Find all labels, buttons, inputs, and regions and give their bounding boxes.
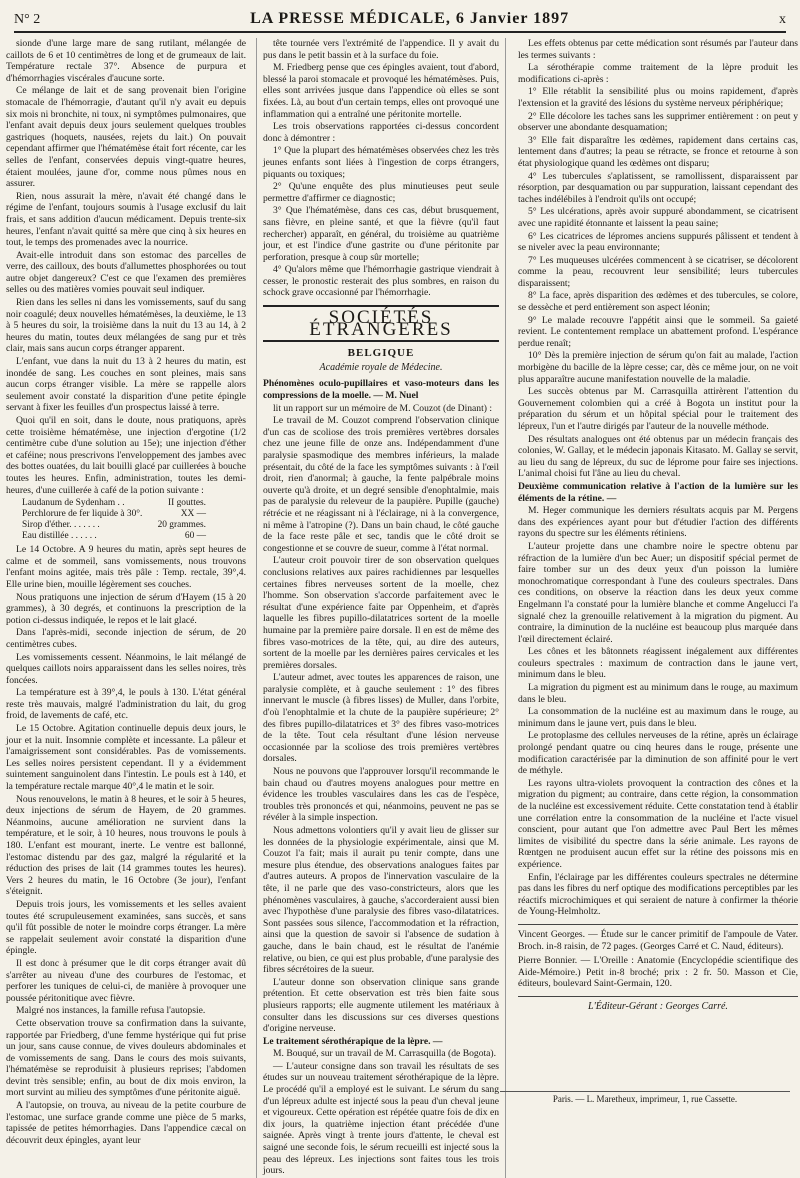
paragraph: Les vomissements cessent. Néanmoins, le lait mélangé de quelques caillots noirs apparaissent dans les selles noires, très foncées. [6,651,246,686]
paragraph: Nous pratiquons une injection de sérum d'Hayem (15 à 20 grammes), à 30 degrés, et continuons la prescription de la potion ci-dessus indiquée, le repos et le lait glacé. [6,591,246,626]
column-1 [6,38,246,1178]
dose: 60 — [184,531,206,542]
column-3 [516,38,798,1178]
dose: II gouttes. [167,498,206,509]
divider [518,924,798,925]
page-number: x [778,12,786,27]
paragraph: Depuis trois jours, les vomissements et les selles avaient toutes été scrupuleusement examinées, sans succès, et sans qu'il fût possible de noter le moindre corps étranger. La mère se rappelait seulement avoir constaté la disparition d'une épingle. [6,898,246,957]
paragraph: L'enfant, vue dans la nuit du 13 à 2 heures du matin, est inondée de sang. Les couches en sont pleines, mais sans aucun corps étranger visible. La mère se rappelle alors seulement avoir constaté la disparition d'une petite épingle servant à fixer les feuilles d'un prospectus laissé à terre. [6,356,246,414]
paragraph: Les trois observations rapportées ci-dessus concordent donc à démontrer : [263,121,499,144]
paragraph: 5° Les ulcérations, après avoir suppuré abondamment, se cicatrisent avec une rapidité étonnante et laissent la peau saine; [518,206,798,229]
paragraph: 1° Que la plupart des hématémèses observées chez les très jeunes enfants sont liées à l'ingestion de corps étrangers, piquants ou toxiques; [263,145,499,180]
paragraph: 2° Elle décolore les taches sans les supprimer entièrement : on peut y observer une abondante desquamation; [518,110,798,134]
paragraph: 4° Les tubercules s'aplatissent, se ramollissent, disparaissent par résorption, par desquamation ou par suppuration, laissant cependant des taches indélébiles à l'endroit qu'ils ont occupé; [518,170,798,205]
paragraph: M. Bouqué, sur un travail de M. Carrasquilla (de Bogota). [273,1048,497,1060]
paragraph: L'auteur projette dans une chambre noire le spectre obtenu par réfraction de la lumière d'un bec Auer; un dispositif spécial permet de faire tomber sur un des deux yeux d'un poisson la lumière monochromatique correspondant à l'une des couleurs spectrales. Dans ces conditions, on observe la réaction dans les deux yeux comme Engelmann l'a constaté pour la lumière blanche et comme Angelucci l'a signalé chez la grenouille relativement à la migration du pigment. Au contraire, la diminution de la nucléine est beaucoup plus marquée dans l'œil directement éclairé. [518,540,798,645]
book-notices [518,929,798,990]
paragraph: Le 14 Octobre. A 9 heures du matin, après sept heures de calme et de sommeil, sans vomissements, nous trouvons l'enfant moins agitée, mais très pâle : Temp. rectale, 39°,4. Elle urine bien, mouille légèrement ses couches. [6,544,246,590]
ingredient: Laudanum de Sydenham . . [22,498,125,509]
paragraph: Vincent Georges. — Étude sur le cancer primitif de l'ampoule de Vater. Broch. in-8 raisin, de 72 pages. (Georges Carré et C. Naud, éditeurs). [518,928,798,952]
paragraph: Rien dans les selles ni dans les vomissements, sauf du sang noir coagulé; deux nouvelles hématémèses, la deuxième, le 13 à 5 heures du soir, la troisième dans la nuit du 13 au 14, à 2 heures du matin, toutes deux mélangées de sang pur et très clair, mais sans aucun corps étranger apparent. [6,297,246,355]
paragraph: M. Friedberg pense que ces épingles avaient, tout d'abord, blessé la paroi stomacale et provoqué les hématémèses. Puis, elles sont arrivées jusque dans l'appendice où elles se sont fixées. Là, au bout d'un certain temps, elles ont provoqué une inflammation qui a entraîné une péritonite mortelle. [263,62,499,120]
paragraph: La sérothérapie comme traitement de la lèpre produit les modifications ci-après : [518,62,798,85]
paragraph: Le travail de M. Couzot comprend l'observation clinique d'un cas de scoliose des trois premières vertèbres dorsales chez une jeune fille de onze ans. Indépendamment d'une paralysie spasmodique des membres inférieurs, la malade présentait, du côté de la face les symptômes suivants : à l'œil droit, rien d'anormal; à gauche, la fente palpébrale moins ouverte qu'à droite, et un degré sensible d'enophtalmie, mais pas de paralysie du releveur de la paupière. Pupille (gauche) rétrécie et ne réagissant ni à l'éclairage, ni à la convergence, ni même à l'atropine (?). Dans un bain chaud, le côté gauche de la face reste pâle et sec, tandis que le côté droit se congestionne et se couvre de sueur, comme à l'état normal. [263,415,499,554]
paragraph: L'auteur croit pouvoir tirer de son observation quelques conclusions relatives aux paires rachidiennes par lesquelles certaines fibres nerveuses sortent de la moelle, chez l'homme. Son observation s'accorde parfaitement avec le résultat d'une expérience faite par Oppenheim, et d'après laquelle les fibres pupillo-dilatatrices sortent de la moelle humaine par la première paire dorsale. Il en est de même des fibres vaso-motrices de la tête, qui, au dire des auteurs, sortent de la moelle par les dernières paires cervicales et les premières dorsales. [263,555,499,671]
paragraph: Les rayons ultra-violets provoquent la contraction des cônes et la migration du pigment; au contraire, dans cette région, la consommation de la nucléine est excessivement réduite. Cette constatation tend à établir une corrélation entre la consommation de la nucléine et l'acte visuel conscient, pour autant que l'on admettre avec Paul Bert les mêmes limites de visibilité du spectre dans la série animale. Les rayons de Rœntgen ne produisent aucun effet sur la rétine des poissons mis en expérience. [518,777,798,870]
paragraph: Cette observation trouve sa confirmation dans la suivante, rapportée par Friedberg, d'une femme hystérique qui fut prise un jour, sans cause connue, de vives douleurs abdominales et de vomissements de sang. Dans le cours des mois suivants, l'hématémèse se reproduisit à plusieurs reprises; l'abdomen devint très sensible; enfin, au bout de dix mois environ, la mort survint au milieu des symptômes d'une péritonite aiguë. [6,1017,246,1099]
column-2 [256,38,506,1178]
paragraph: Ce mélange de lait et de sang provenait bien l'origine stomacale de l'hémorragie, d'autant qu'il n'y avait eu depuis six mois ni bronchite, ni toux, ni symptômes pulmonaires, que l'enfant avait depuis deux jours seulement quelques troubles gastriques (hoquets, nausées, rejets du lait.) On pouvait cependant affirmer que l'hématémèse était fort récente, car les selles de l'enfant, conservées depuis vingt-quatre heures, étaient moulées, jaune d'or, comme nous pûmes nous en assurer. [6,85,246,190]
paragraph: L'auteur admet, avec toutes les apparences de raison, une paralysie complète, et à gauche seulement : 1° des fibres innervant le muscle (à fibres lisses) de Muller, dans l'orbite, d'où l'enophtalmie et la chute de la paupière supérieure; 2° des fibres pupillo-dilatatrices et 3° des fibres vaso-motrices de la tête. Tout cela résultant d'une lésion nerveuse occasionnée par la scoliose des trois premières vertèbres dorsales. [263,672,499,765]
issue-number: N° 2 [14,12,41,27]
paragraph: Pierre Bonnier. — L'Oreille : Anatomie (Encyclopédie scientifique des Aide-Mémoire.) Petit in-8 broché; prix : 2 fr. 50. Masson et Cie, éditeurs, boulevard Saint-Germain, 120. [518,955,798,990]
paragraph: 3° Elle fait disparaître les œdèmes, rapidement dans certains cas, lentement dans d'autres; la peau se rétracte, se fronce et retourne à son état physiologique quand les œdèmes ont disparu; [518,134,798,169]
article-title: Deuxième communication relative à l'action de la lumière sur les éléments de la rétine. — [518,480,798,504]
paragraph: Quoi qu'il en soit, dans le doute, nous pratiquons, après cette troisième hématémèse, une injection d'ergotine (1/2 centimètre cube d'une solution au 15e); une injection d'éther et caféine; nous prescrivons l'enveloppement des jambes avec des bottes ouatées, du lait bouilli glacé par cuillerées à bouche toutes les heures. Enfin, administration, toutes les demi-heures, d'une cuillerée à café de la potion suivante : [6,415,246,496]
journal-title: LA PRESSE MÉDICALE, 6 Janvier 1897 [250,10,570,27]
ingredient: Eau distillée . . . . . . [22,531,97,542]
paragraph: sionde d'une large mare de sang rutilant, mélangée de caillots de 6 et 10 centimètres de long et de grumeaux de lait. Température rectale 37°. Absence de purpura et d'hémorrhagies viscérales d'aucune sorte. [6,38,246,84]
paragraph: Des résultats analogues ont été obtenus par un médecin français des colonies, W. Gallay, et le médecin japonais Kitasato. M. Gallay se servit, au lieu du sang de lépreux, du suc de léprome pour faire ses injections. L'animal choisi fut l'âne au lieu du cheval. [518,433,798,480]
paragraph: La consommation de la nucléine est au maximum dans le rouge, au minimum dans le jaune vert, puis dans le bleu. [518,706,798,729]
paragraph: Le 15 Octobre. Agitation continuelle depuis deux jours, le jour et la nuit. Insomnie complète et incessante. La pâleur et l'amaigrissement sont considérables. Pas de vomissements. Les selles noires persistent cependant. Il y a évidemment suintement sanguinolent dans l'intestin. Le pouls est à 140, et la température rectale marque 40°,4 le matin et le soir. [6,723,246,793]
paragraph: La migration du pigment est au minimum dans le rouge, au maximum dans le bleu. [518,682,798,705]
paragraph: Dans l'après-midi, seconde injection de sérum, de 20 centimètres cubes. [6,627,246,650]
paragraph: M. Heger communique les derniers résultats acquis par M. Pergens dans des expériences ayant pour but d'étudier l'action des différents rayons du spectre sur les éléments rétiniens. [518,505,798,540]
divider [518,996,798,997]
article-title: Phénomènes oculo-pupillaires et vaso-moteurs dans les compressions de la moelle. — M. Nuel [263,378,499,402]
paragraph: Nous renouvelons, le matin à 8 heures, et le soir à 5 heures, deux injections de sérum de Hayem, de 20 grammes. Néanmoins, aucune amélioration ne survient dans la température, et le soir, à 10 heures, nous trouvons le pouls à 180. L'enfant est mourant, inerte. Le ventre est ballonné, l'estomac distendu par des gaz, malgré la régularité et la réduction des prises de lait (14 grammes toutes les heures). Vers 2 heures du matin, le 16 Octobre (3e jour), l'enfant s'éteignit. [6,793,246,898]
paragraph: La température est à 39°,4, le pouls à 130. L'état général reste très mauvais, malgré l'administration du lait, du grog froid, de lavements de café, etc. [6,687,246,722]
paragraph: — L'auteur consigne dans son travail les résultats de ses études sur un nouveau traitement sérothérapique de la lèpre. Le procédé qu'il a employé est le suivant. Le sérum du sang d'un lépreux adulte est injecté sous la peau d'un cheval jeune et vigoureux. Cette opération est répétée quatre fois de dix en dix jours, la quatrième injection étant précédée d'une saignée. Après vingt à trente jours d'attente, le cheval est saigné une seconde fois, le sérum recueilli est injecté sous la peau des lépreux. Les injections sont faites tous les trois jours. [263,1060,499,1177]
paragraph: 6° Les cicatrices de lépromes anciens suppurés pâlissent et tendent à se niveler avec la peau environnante; [518,230,798,254]
paragraph: 3° Que l'hématémèse, dans ces cas, début brusquement, sans fièvre, en pleine santé, et que la fièvre (qu'il faut rechercher) apparaît, en général, du troisième au quatrième jour, et est l'indice d'une gastrite ou d'une péritonite par perforation, presque à coup sûr mortelle; [263,205,499,263]
paragraph: Les effets obtenus par cette médication sont résumés par l'auteur dans les termes suivants : [518,38,798,61]
paragraph: 7° Les muqueuses ulcérées commencent à se cicatriser, se décolorent comme la peau, recouvrent leur sensibilité; leurs tubercules disparaissent; [518,254,798,289]
paragraph: 8° La face, après disparition des œdèmes et des tubercules, se colore, se dessèche et perd entièrement son aspect léonin; [518,290,798,314]
paragraph: Rien, nous assurait la mère, n'avait été changé dans le régime de l'enfant, toujours soumis à l'usage exclusif du lait frais, et sans addition d'aucun médicament. Depuis trente-six heures, l'enfant n'avait quitté sa mère que cinq à six heures en tout, le temps des promenades avec la nourrice. [6,190,246,249]
paragraph: Malgré nos instances, la famille refusa l'autopsie. [16,1005,206,1017]
paragraph: lit un rapport sur un mémoire de M. Couzot (de Dinant) : [273,402,493,414]
paragraph: Enfin, l'éclairage par les différentes couleurs spectrales ne détermine pas dans les fibres du nerf optique des modifications perceptibles par les réactifs microchimiques et qui seraient de nature à confirmer la théorie de Young-Helmholtz. [518,871,798,918]
page-header [14,6,786,33]
paragraph: L'auteur donne son observation clinique sans grande prétention. Et cette observation est très bien faite sous plusieurs rapports; elle augmente utilement les matériaux à consulter dans les discussions sur ces diverses questions d'origine nerveuse. [263,976,499,1035]
paragraph: Les cônes et les bâtonnets réagissent inégalement aux différentes couleurs spectrales : maximum de contraction dans le jaune vert, minimum dans le bleu. [518,646,798,681]
paragraph: Les succès obtenus par M. Carrasquilla attirèrent l'attention du Gouvernement colombien qui a créé à Bogota un institut pour la préparation du sérum et un hôpital spécial pour le traitement des lépreux, l'un et l'autre dirigés par l'auteur de la nouvelle méthode. [518,386,798,432]
paragraph: Il est donc à présumer que le dit corps étranger avait dû s'arrêter au niveau d'une des courbures de l'estomac, et perforer les tuniques de celui-ci, de manière à provoquer une poussée péritonitique avec fièvre. [6,957,246,1004]
paragraph: 9° Le malade recouvre l'appétit ainsi que le sommeil. Sa gaieté revient. Le contentement remplace un abattement profond. L'espérance perdue renaît; [518,314,798,349]
paragraph: 2° Qu'une enquête des plus minutieuses peut seule permettre d'affirmer ce diagnostic; [263,181,499,204]
paragraph: Avait-elle introduit dans son estomac des parcelles de verre, des cailloux, des bouts d'allumettes phosphorées ou tout autre objet dangereux? C'est ce que l'examen des premières selles ou des matières vomies pouvait seul indiquer. [6,249,246,296]
prescription-line [22,498,246,509]
paragraph: Le protoplasme des cellules nerveuses de la rétine, après un éclairage prolongé pendant quatre ou cinq heures dans le rouge, présente une modification caractérisée par la diminution de son affinité pour le vert de méthyle. [518,730,798,777]
prescription [22,498,246,542]
country-heading: BELGIQUE [347,347,415,360]
academy-heading: Académie royale de Médecine. [319,361,443,373]
printer-line: Paris. — L. Maretheux, imprimeur, 1, rue Cassette. [500,1091,790,1108]
prescription-line [22,509,246,520]
article-title: Le traitement sérothérapique de la lèpre. — [263,1035,443,1047]
ingredient: Perchlorure de fer liquide à 30°. [22,509,143,520]
paragraph: Nous admettons volontiers qu'il y avait lieu de glisser sur les données de la physiologie expérimentale, ainsi que M. Couzot l'a fait; mais il aurait pu tenir compte, dans une mesure plus étendue, des observations analogues faites par d'autres auteurs. A propos de l'innervation vasculaire de la tête, il ne parle que des vaso-constricteurs, alors que les phénomènes vasculaires, à gauche, s'accorderaient aussi bien avec l'hypothèse d'une paralysie des fibres vaso-dilatatrices. Sont passées sous silence, l'accommodation et la réfraction, ainsi que la question de savoir si l'absence de sudation à gauche, dans le bain chaud, est le résultat de l'anémie relative, ou bien, ce qui est plus probable, d'une paralysie des fibres sécrétoires de la sueur. [263,825,499,976]
dose: 20 grammes. [157,520,206,531]
dose: XX — [180,509,206,520]
paragraph: Nous ne pouvons que l'approuver lorsqu'il recommande le bain chaud ou d'autres moyens analogues pour mettre en évidence les troubles vasculaires dans les cas de l'espèce, troubles très prononcés et qui, néanmoins, peuvent ne pas se révéler à la simple inspection. [263,766,499,824]
paragraph: 10° Dès la première injection de sérum qu'on fait au malade, l'action morbigène du bacille de la lèpre cesse; car, dès ce même jour, on ne voit plus apparaître aucune manifestation nouvelle de la maladie. [518,350,798,385]
paragraph: 4° Qu'alors même que l'hémorrhagie gastrique viendrait à cesser, le pronostic resterait des plus sombres, en raison du schock grave occasionné par l'hémorrhagie. [263,264,499,299]
prescription-line [22,531,246,542]
prescription-line [22,520,246,531]
section-title: SOCIÉTÉS ÉTRANGÈRES [263,305,499,342]
ingredient: Sirop d'éther. . . . . . . [22,520,100,531]
paragraph: A l'autopsie, on trouva, au niveau de la petite courbure de l'estomac, une surface grande comme une pièce de 5 marks, tapissée de petites hémorrhagies. Dans l'appendice cæcal on découvrit deux épingles, ayant leur [6,1100,246,1146]
editor-line: L'Éditeur-Gérant : Georges Carré. [588,1000,728,1012]
paragraph: 1° Elle rétablit la sensibilité plus ou moins rapidement, d'après l'extension et la gravité des lésions du système nerveux périphérique; [518,86,798,109]
paragraph: tête tournée vers l'extrémité de l'appendice. Il y avait du pus dans le petit bassin et à la surface du foie. [263,38,499,61]
